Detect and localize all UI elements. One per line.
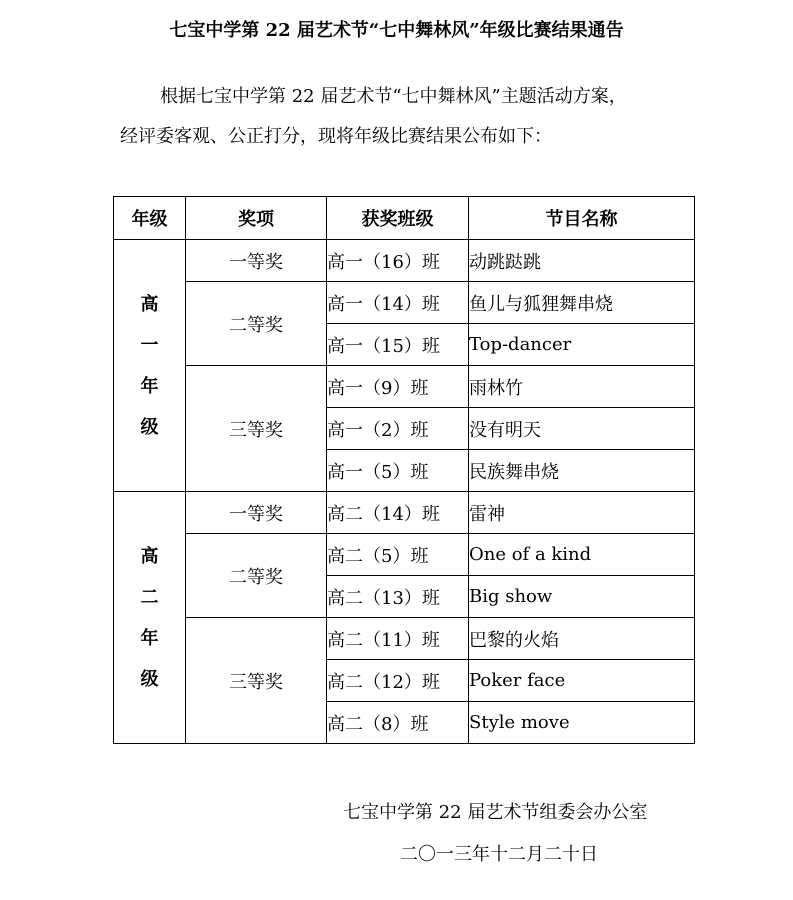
header-award: 奖项 [186, 197, 327, 240]
grade-char: 级 [140, 416, 159, 438]
award-cell: 一等奖 [186, 240, 327, 282]
table-row [114, 282, 695, 324]
grade-char: 级 [140, 668, 159, 690]
table-row [114, 534, 695, 576]
grade-char: 一 [140, 334, 159, 356]
award-cell: 一等奖 [186, 492, 327, 534]
program-cell: Top-dancer [469, 324, 695, 366]
class-cell: 高一（14）班 [327, 282, 469, 324]
issue-date: 二〇一三年十二月二十日 [400, 844, 598, 865]
program-cell: 动跳跶跳 [469, 240, 695, 282]
program-cell: Poker face [469, 660, 695, 702]
intro-paragraph-line-1: 根据七宝中学第 22 届艺术节“七中舞林风”主题活动方案， [160, 86, 627, 107]
table-header-row [114, 197, 695, 240]
intro-paragraph-line-2: 经评委客观、公正打分，现将年级比赛结果公布如下： [120, 126, 552, 147]
class-cell: 高二（5）班 [327, 534, 469, 576]
class-cell: 高一（9）班 [327, 366, 469, 408]
table-row [114, 240, 695, 282]
header-program: 节目名称 [469, 197, 695, 240]
issuer-signature: 七宝中学第 22 届艺术节组委会办公室 [343, 802, 648, 823]
class-cell: 高一（2）班 [327, 408, 469, 450]
program-cell: 鱼儿与狐狸舞串烧 [469, 282, 695, 324]
program-cell: 雷神 [469, 492, 695, 534]
program-cell: 雨林竹 [469, 366, 695, 408]
grade-cell [114, 492, 186, 744]
program-cell: 巴黎的火焰 [469, 618, 695, 660]
grade-char: 二 [140, 586, 159, 608]
class-cell: 高一（16）班 [327, 240, 469, 282]
class-cell: 高二（14）班 [327, 492, 469, 534]
award-cell: 二等奖 [186, 282, 327, 366]
program-cell: 没有明天 [469, 408, 695, 450]
table-row [114, 492, 695, 534]
results-table [113, 196, 695, 744]
class-cell: 高一（15）班 [327, 324, 469, 366]
grade-cell [114, 240, 186, 492]
class-cell: 高一（5）班 [327, 450, 469, 492]
program-cell: One of a kind [469, 534, 695, 576]
grade-char: 高 [140, 293, 159, 315]
award-cell: 三等奖 [186, 366, 327, 492]
class-cell: 高二（11）班 [327, 618, 469, 660]
grade-char: 年 [140, 375, 159, 397]
class-cell: 高二（12）班 [327, 660, 469, 702]
header-class: 获奖班级 [327, 197, 469, 240]
table-row [114, 366, 695, 408]
grade-char: 高 [140, 545, 159, 567]
notice-title: 七宝中学第 22 届艺术节“七中舞林风”年级比赛结果通告 [169, 20, 624, 41]
class-cell: 高二（8）班 [327, 702, 469, 744]
grade-char: 年 [140, 627, 159, 649]
class-cell: 高二（13）班 [327, 576, 469, 618]
program-cell: Big show [469, 576, 695, 618]
table-row [114, 618, 695, 660]
header-grade: 年级 [114, 197, 186, 240]
award-cell: 二等奖 [186, 534, 327, 618]
award-cell: 三等奖 [186, 618, 327, 744]
program-cell: 民族舞串烧 [469, 450, 695, 492]
program-cell: Style move [469, 702, 695, 744]
